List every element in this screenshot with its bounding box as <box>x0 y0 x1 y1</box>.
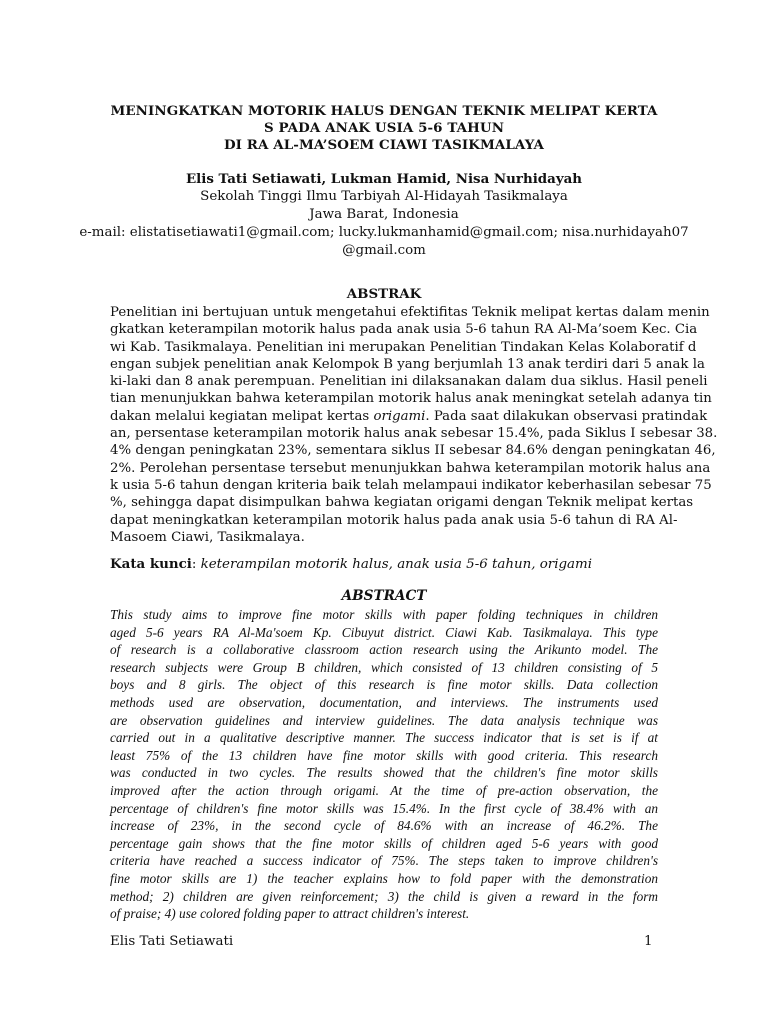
abstrak-line: Penelitian ini bertujuan untuk mengetahui efektifitas Teknik melipat kertas dalam menin <box>110 305 710 320</box>
abstract-line: was conducted in two cycles. The results showed that the children's fine motor skills <box>110 765 658 781</box>
author-block <box>0 170 768 260</box>
author-institution: Sekolah Tinggi Ilmu Tarbiyah Al-Hidayah Tasikmalaya <box>200 189 568 204</box>
abstrak-line: %, sehingga dapat disimpulkan bahwa kegiatan origami dengan Teknik melipat kertas <box>110 495 694 511</box>
title-line: MENINGKATKAN MOTORIK HALUS DENGAN TEKNIK MELIPAT KERTA <box>110 103 658 119</box>
abstrak-body <box>110 304 718 546</box>
abstrak-line: an, persentase keterampilan motorik halus anak sebesar 15.4%, pada Siklus I sebesar 38. <box>110 426 718 442</box>
abstract-line: criteria have reached a success indicator of 75%. The steps taken to improve children's <box>110 853 658 869</box>
abstract-line: method; 2) children are given reinforcement; 3) the child is given a reward in the form <box>110 888 658 904</box>
abstract-line: research subjects were Group B children, which consisted of 13 children consisting of 5 <box>110 659 658 675</box>
author-names: Elis Tati Setiawati, Lukman Hamid, Nisa Nurhidayah <box>185 171 583 187</box>
abstrak-line: ki-laki dan 8 anak perempuan. Penelitian ini dilaksanakan dalam dua siklus. Hasil peneli <box>110 374 708 390</box>
abstract-line: boys and 8 girls. The object of this research is fine motor skills. Data collection <box>110 677 658 693</box>
origami-term: origami <box>373 408 426 424</box>
abstract-line: fine motor skills are 1) the teacher explains how to fold paper with the demonstration <box>110 870 658 886</box>
abstract-line: of praise; 4) use colored folding paper to attract children's interest. <box>110 906 470 922</box>
abstrak-line <box>110 408 708 425</box>
abstract-line: carried out in a qualitative descriptive manner. The success indicator that is set is if at <box>110 730 658 746</box>
title-line: S PADA ANAK USIA 5-6 TAHUN <box>263 120 505 136</box>
abstrak-line: k usia 5-6 tahun dengan kriteria baik telah melampaui indikator keberhasilan sebesar 75 <box>110 477 712 493</box>
paper-title <box>0 103 768 154</box>
abstrak-line: wi Kab. Tasikmalaya. Penelitian ini merupakan Penelitian Tindakan Kelas Kolaboratif d <box>110 339 697 355</box>
abstrak-line: 2%. Perolehan persentase tersebut menunjukkan bahwa keterampilan motorik halus ana <box>110 460 711 476</box>
abstract-line: This study aims to improve fine motor skills with paper folding techniques in children <box>110 607 658 622</box>
page-number: 1 <box>644 934 653 949</box>
abstract-line: aged 5-6 years RA Al-Ma'soem Kp. Cibuyut district. Ciawi Kab. Tasikmalaya. This type <box>110 624 658 640</box>
keywords-colon: : <box>191 557 201 572</box>
abstract-line: are observation guidelines and interview guidelines. The data analysis technique was <box>110 712 658 728</box>
keywords <box>110 556 592 572</box>
abstrak-line: 4% dengan peningkatan 23%, sementara siklus II sebesar 84.6% dengan peningkatan 46, <box>110 443 716 459</box>
title-line: DI RA AL-MA’SOEM CIAWI TASIKMALAYA <box>223 137 545 153</box>
abstrak-line: tian menunjukkan bahwa keterampilan motorik halus anak meningkat setelah adanya tin <box>110 391 712 407</box>
abstrak-line-text: dakan melalui kegiatan melipat kertas <box>110 408 374 424</box>
abstract-body <box>110 606 658 923</box>
abstract-line: least 75% of the 13 children have fine motor skills with good criteria. This research <box>110 747 658 763</box>
abstrak-line: gkatkan keterampilan motorik halus pada anak usia 5-6 tahun RA Al-Ma’soem Kec. Cia <box>110 322 698 338</box>
abstrak-heading: ABSTRAK <box>346 286 422 302</box>
abstract-line: improved after the action through origami. At the time of pre-action observation, the <box>110 782 658 798</box>
abstract-line: percentage gain shows that the fine motor skills of children aged 5-6 years with good <box>110 835 658 851</box>
abstract-line: methods used are observation, documentation, and interviews. The instruments used <box>110 694 658 710</box>
abstrak-line: dapat meningkatkan keterampilan motorik halus pada anak usia 5-6 tahun di RA Al- <box>110 512 678 528</box>
abstract-line: percentage of children's fine motor skills was 15.4%. In the first cycle of 38.4% with an <box>110 800 658 816</box>
abstrak-line-text: . Pada saat dilakukan observasi pratindak <box>425 408 708 424</box>
abstract-line: increase of 23%, in the second cycle of 84.6% with an increase of 46.2%. The <box>110 818 658 834</box>
author-email-continued: @gmail.com <box>342 243 426 258</box>
keywords-label: Kata kunci <box>110 556 192 572</box>
abstract-heading: ABSTRACT <box>341 588 427 604</box>
keywords-value: keterampilan motorik halus, anak usia 5-6 tahun, origami <box>200 557 593 572</box>
author-email: e-mail: elistatisetiawati1@gmail.com; lucky.lukmanhamid@gmail.com; nisa.nurhidayah07 <box>79 225 689 240</box>
footer-author: Elis Tati Setiawati <box>110 934 234 949</box>
abstract-line: of research is a collaborative classroom action research using the Arikunto model. The <box>110 642 658 658</box>
author-location: Jawa Barat, Indonesia <box>309 207 459 222</box>
abstrak-line: engan subjek penelitian anak Kelompok B yang berjumlah 13 anak terdiri dari 5 anak la <box>110 356 705 372</box>
abstrak-line: Masoem Ciawi, Tasikmalaya. <box>110 529 305 545</box>
